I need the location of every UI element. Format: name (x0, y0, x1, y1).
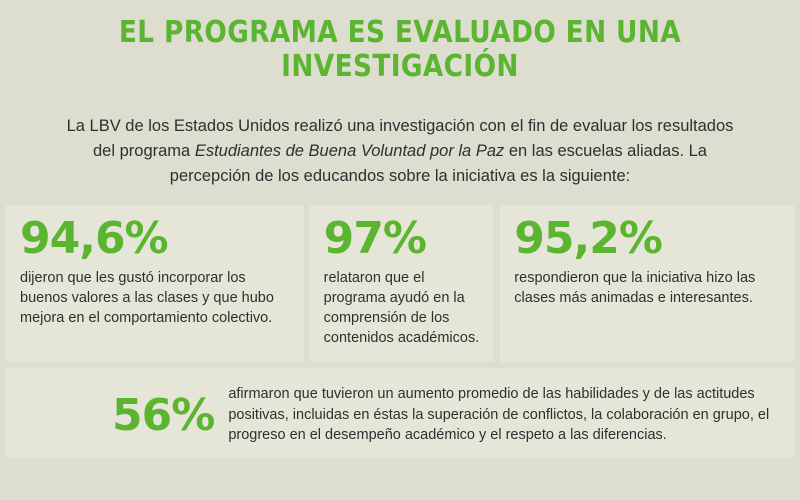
page-title: EL PROGRAMA ES EVALUADO EN UNA INVESTIGACIÓN (118, 15, 682, 84)
stat-description: relataron que el programa ayudó en la comprensión de los contenidos académicos. (323, 270, 480, 346)
stat-description: respondieron que la iniciativa hizo las clases más animadas e interesantes. (514, 270, 756, 307)
intro-text-part1: La LBV de los Estados Unidos realizó una investigación con el fin de evaluar los resultados del programa (66, 116, 734, 160)
intro-text-part2: en las escuelas aliadas. La percepción de los educandos sobre la iniciativa es la siguiente: (169, 141, 707, 185)
bottom-stat-row (0, 368, 800, 458)
stat-value: 56% (112, 390, 215, 442)
stat-value: 94,6% (20, 213, 168, 265)
stats-row (0, 205, 800, 362)
stat-card (6, 205, 304, 362)
intro-program-name: Estudiantes de Buena Voluntad por la Paz (194, 141, 505, 160)
stat-value: 95,2% (514, 213, 662, 265)
stat-card (310, 205, 495, 362)
stat-card (500, 205, 794, 362)
intro-paragraph (0, 100, 800, 189)
stat-description: afirmaron que tuvieron un aumento promedio de las habilidades y de las actitudes positivas, incluidas en éstas la superación de conflictos, la colaboración en grupo, el progreso en el desempeño académico y el respeto a las diferencias. (228, 386, 770, 444)
stat-description: dijeron que les gustó incorporar los buenos valores a las clases y que hubo mejora en el comportamiento colectivo. (20, 270, 274, 326)
stat-value: 97% (323, 213, 426, 265)
stat-card-wide (6, 368, 794, 458)
